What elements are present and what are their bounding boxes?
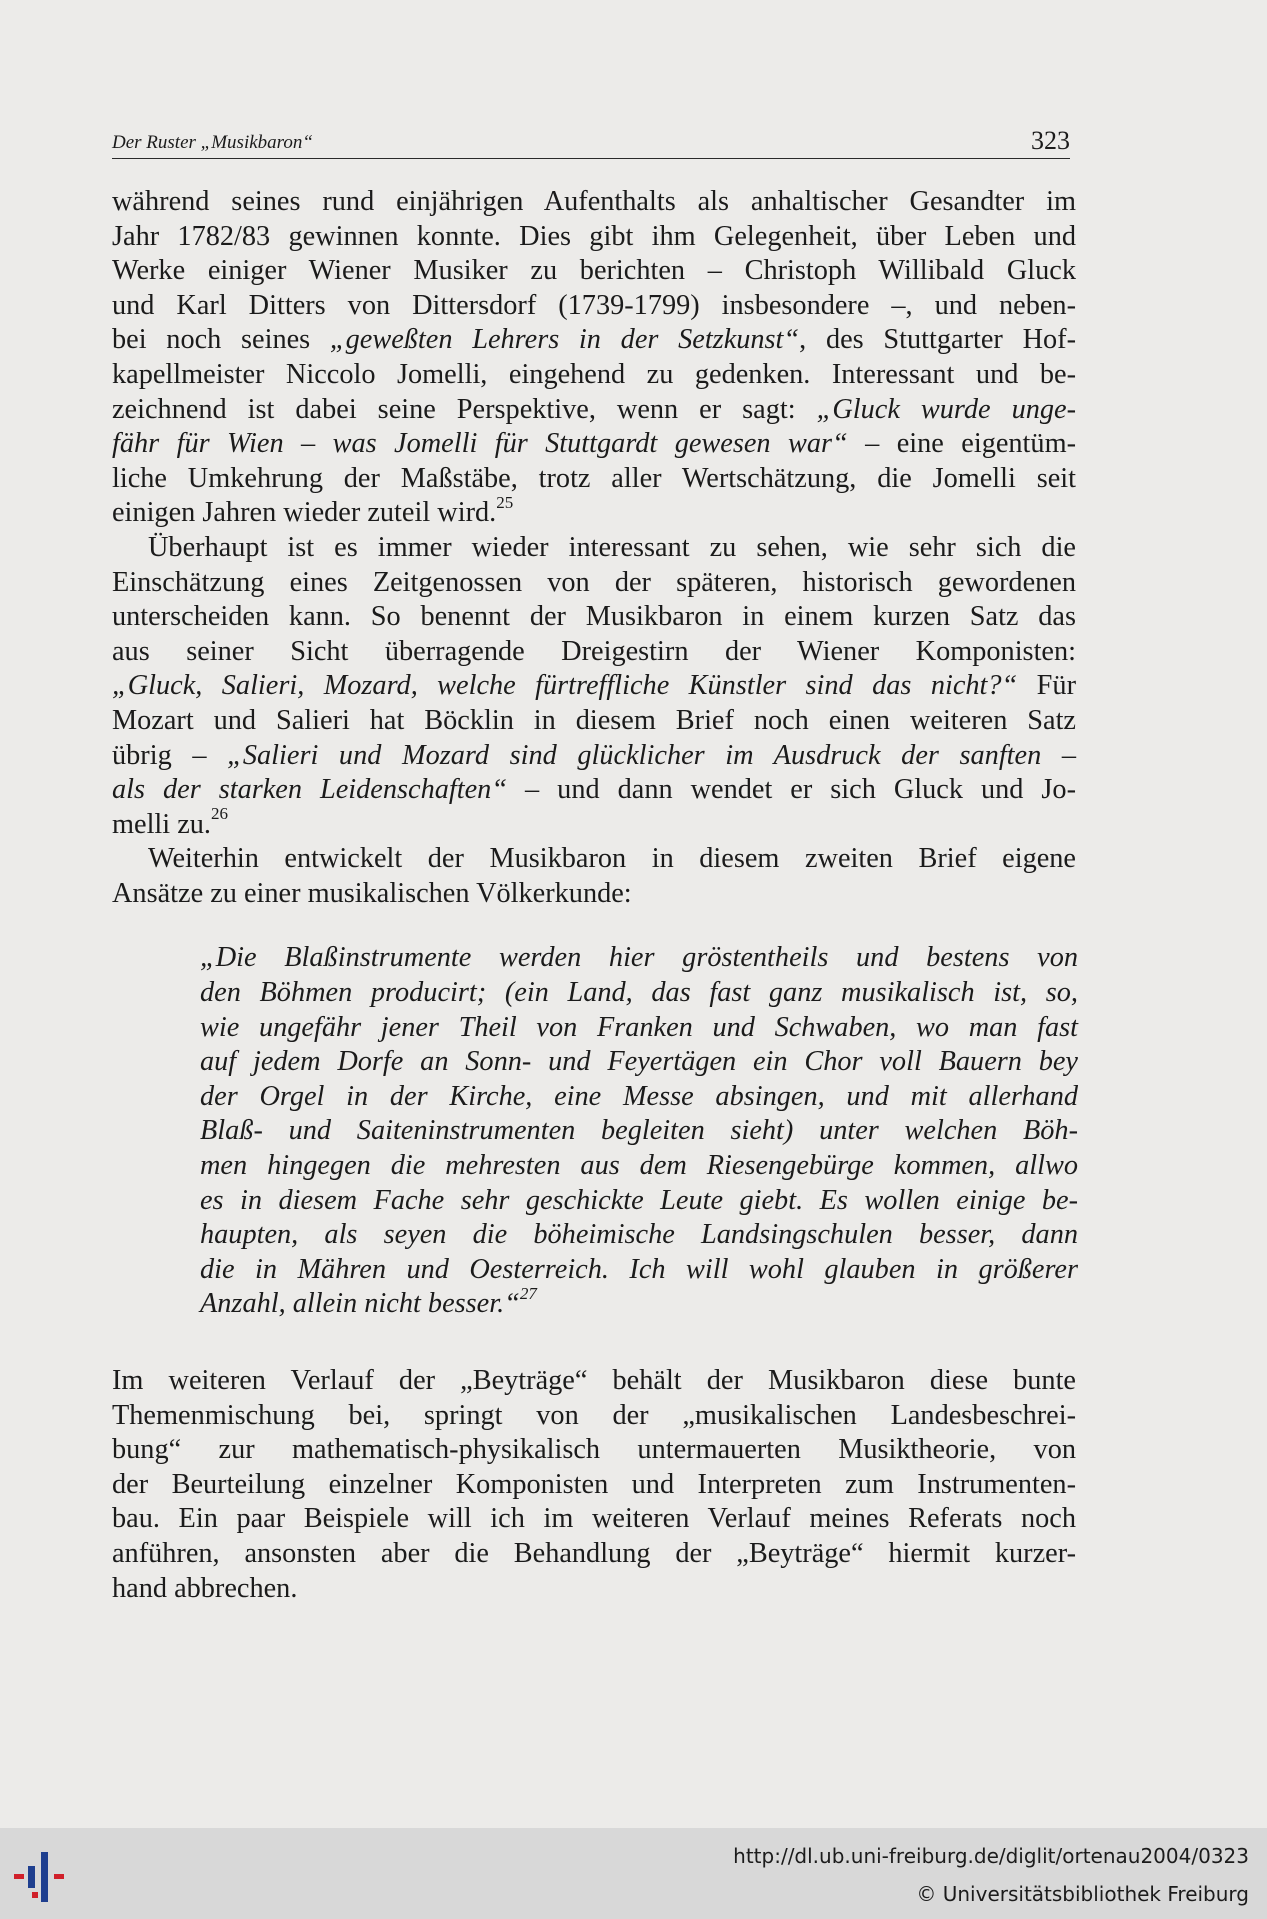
text-line: liche Umkehrung der Maßstäbe, trotz aller Wertschätzung, die Jomelli seit	[112, 462, 1076, 494]
paragraph	[112, 185, 1076, 531]
text-line: anführen, ansonsten aber die Behandlung der „Beyträge“ hiermit kurzer-	[112, 1537, 1076, 1569]
text-line: Weiterhin entwickelt der Musikbaron in diesem zweiten Brief eigene	[148, 843, 1076, 875]
quote-line: men hingegen die mehresten aus dem Riesengebürge kommen, allwo	[200, 1150, 1078, 1182]
emphasis: „Gluck wurde unge-	[816, 393, 1076, 425]
footnote-ref[interactable]: 25	[496, 492, 514, 512]
quote-line: „Die Blaßinstrumente werden hier gröstentheils und bestens von	[200, 942, 1078, 974]
quote-line: den Böhmen producirt; (ein Land, das fast ganz musikalisch ist, so,	[200, 977, 1078, 1009]
block-quote	[200, 941, 1078, 1322]
text-line: bau. Ein paar Beispiele will ich im weiteren Verlauf meines Referats noch	[112, 1503, 1076, 1535]
footnote-ref[interactable]: 27	[519, 1283, 537, 1303]
quote-line: es in diesem Fache sehr geschickte Leute giebt. Es wollen einige be-	[200, 1184, 1078, 1216]
text-line: Werke einiger Wiener Musiker zu berichten – Christoph Willibald Gluck	[112, 255, 1076, 287]
closing-paragraph	[112, 1364, 1076, 1606]
text-line: Überhaupt ist es immer wieder interessant zu sehen, wie sehr sich die	[148, 531, 1076, 563]
text-line: bei noch seines „gewеßten Lehrers in der Setzkunst“, des Stuttgarter Hof-	[112, 324, 1077, 356]
paragraphs	[112, 185, 1076, 911]
text-line: Ansätze zu einer musikalischen Völkerkunde:	[112, 877, 632, 909]
text-line: hand abbrechen.	[112, 1572, 298, 1604]
quote-line: die in Mähren und Oesterreich. Ich will wohl glauben in größerer	[200, 1253, 1078, 1285]
text-line: aus seiner Sicht überragende Dreigestirn der Wiener Komponisten:	[112, 635, 1076, 667]
text-line: kapellmeister Niccolo Jomelli, eingehend zu gedenken. Interessant und be-	[112, 358, 1076, 390]
text-line: der Beurteilung einzelner Komponisten und Interpreten zum Instrumenten-	[112, 1468, 1076, 1500]
footer-copyright: © Universitätsbibliothek Freiburg	[916, 1882, 1249, 1906]
emphasis: fähr für Wien – was Jomelli für Stuttgardt gewesen war“	[112, 428, 848, 460]
ub-freiburg-logo-icon	[14, 1848, 80, 1904]
text-line: melli zu.$^{26}$	[112, 804, 229, 840]
quote-line: Anzahl, allein nicht besser.“$^{27}$	[200, 1283, 537, 1320]
text-line: Einschätzung eines Zeitgenossen von der späteren, historisch gewordenen	[112, 566, 1076, 598]
quote-line: wie ungefähr jener Theil von Franken und Schwaben, wo man fast	[200, 1011, 1078, 1043]
page-header	[112, 118, 1070, 159]
emphasis: „Gluck, Salieri, Mozard, welche fürtreffliche Künstler sind das nicht?“	[112, 670, 1018, 702]
text-line: Jahr 1782/83 gewinnen konnte. Dies gibt ihm Gelegenheit, über Leben und	[112, 220, 1076, 252]
text-line: Im weiteren Verlauf der „Beyträge“ behält der Musikbaron diese bunte	[112, 1365, 1076, 1396]
text-line: Themenmischung bei, springt von der „musikalischen Landesbeschrei-	[112, 1399, 1076, 1431]
text-line: übrig – „Salieri und Mozard sind glücklicher im Ausdruck der sanften –	[112, 739, 1077, 771]
quote-line: haupten, als seyen die böheimische Landsingschulen besser, dann	[200, 1219, 1078, 1251]
emphasis: „gewеßten Lehrers in der Setzkunst“	[329, 324, 800, 356]
text-line: während seines rund einjährigen Aufenthalts als anhaltischer Gesandter im	[112, 186, 1076, 217]
footer-url-link[interactable]: http://dl.ub.uni-freiburg.de/diglit/ortenau2004/0323	[733, 1844, 1249, 1868]
paragraph	[112, 531, 1076, 842]
paragraph	[112, 842, 1076, 911]
running-head: Der Ruster „Musikbaron“	[112, 132, 313, 153]
text-line: bung“ zur mathematisch-physikalisch untermauerten Musiktheorie, von	[112, 1434, 1076, 1466]
emphasis: als der starken Leidenschaften“	[112, 774, 508, 806]
body-text	[112, 185, 1076, 1606]
quote-line: Blaß- und Saiteninstrumenten begleiten sieht) unter welchen Böh-	[200, 1115, 1078, 1147]
page-number: 323	[1031, 126, 1070, 155]
quote-line: auf jedem Dorfe an Sonn- und Feyertägen ein Chor voll Bauern bey	[200, 1046, 1078, 1078]
emphasis: „Salieri und Mozard sind glücklicher im Ausdruck der sanften –	[227, 739, 1077, 771]
text-line: Mozart und Salieri hat Böcklin in diesem Brief noch einen weiteren Satz	[112, 704, 1076, 736]
footer-bar	[0, 1828, 1267, 1919]
footer-url[interactable]	[733, 1844, 1249, 1868]
text-line: unterscheiden kann. So benennt der Musikbaron in einem kurzen Satz das	[112, 601, 1076, 633]
text-line: einigen Jahren wieder zuteil wird.$^{25}$	[112, 492, 514, 529]
text-line: als der starken Leidenschaften“ – und dann wendet er sich Gluck und Jo-	[112, 774, 1076, 806]
text-line: und Karl Ditters von Dittersdorf (1739-1799) insbesondere –, und neben-	[112, 289, 1076, 321]
text-line: fähr für Wien – was Jomelli für Stuttgardt gewesen war“ – eine eigentüm-	[112, 428, 1076, 460]
quote-line: der Orgel in der Kirche, eine Messe absingen, und mit allerhand	[200, 1080, 1078, 1112]
text-line: zeichnend ist dabei seine Perspektive, wenn er sagt: „Gluck wurde unge-	[112, 393, 1076, 425]
text-line: „Gluck, Salieri, Mozard, welche fürtreffliche Künstler sind das nicht?“ Für	[112, 670, 1076, 702]
footnote-ref[interactable]: 26	[211, 804, 229, 824]
